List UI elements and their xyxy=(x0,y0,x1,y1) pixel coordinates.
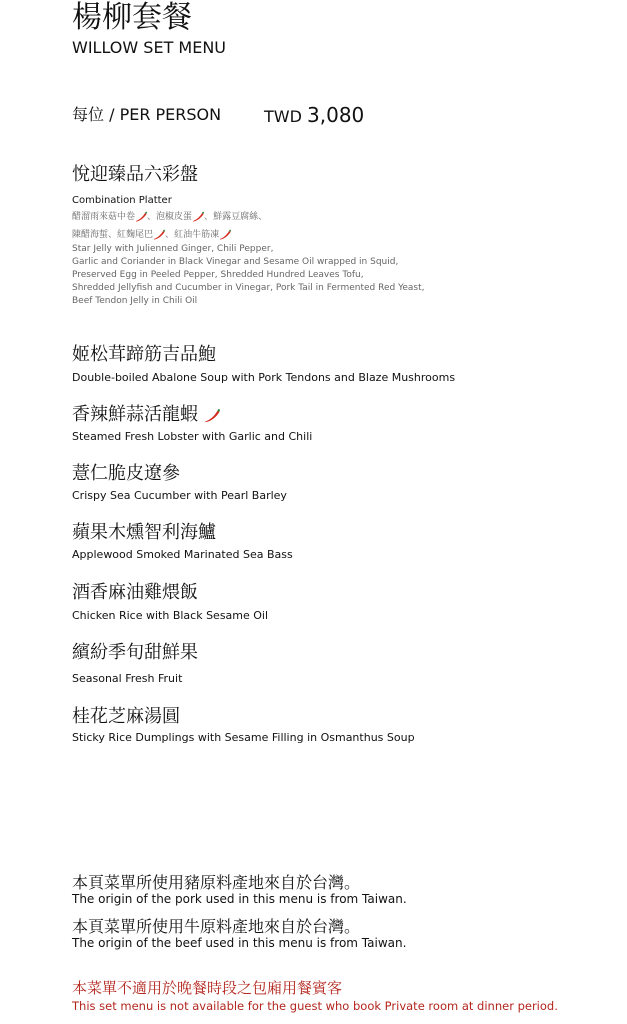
chili-pepper-icon xyxy=(135,211,147,222)
dish-2-name: 香辣鮮蒜活龍蝦 xyxy=(72,404,198,425)
chili-pepper-icon xyxy=(192,211,204,222)
combo-detail-en-2: Garlic and Coriander in Black Vinegar and Sesame Oil wrapped in Squid, xyxy=(72,257,399,267)
combo-detail-en-3: Preserved Egg in Peeled Pepper, Shredded Hundred Leaves Tofu, xyxy=(72,270,364,280)
chili-pepper-icon xyxy=(153,229,165,240)
pork-origin-note-zh: 本頁菜單所使用豬原料產地來自於台灣。 xyxy=(72,873,361,892)
combo-item: 陳醋海蜇 xyxy=(72,230,109,240)
beef-origin-note-zh: 本頁菜單所使用牛原料產地來自於台灣。 xyxy=(72,917,361,936)
dish-4-en: Applewood Smoked Marinated Sea Bass xyxy=(72,548,293,561)
combo-items-zh-line-1 xyxy=(72,209,267,225)
combo-separator: 、 xyxy=(258,212,268,222)
private-room-warning-en: This set menu is not available for the guest who book Private room at dinner period. xyxy=(72,999,558,1013)
combo-detail-en-1: Star Jelly with Julienned Ginger, Chili Pepper, xyxy=(72,244,274,254)
price-amount: 3,080 xyxy=(307,103,365,127)
combo-item: 鮮露豆腐絲 xyxy=(213,212,259,222)
combo-separator: 、 xyxy=(165,230,175,240)
dish-6-zh: 繽紛季旬甜鮮果 xyxy=(72,642,198,663)
chili-pepper-icon xyxy=(219,229,231,240)
menu-title-en: WILLOW SET MENU xyxy=(72,38,227,57)
combo-separator: 、 xyxy=(108,230,118,240)
dish-2-zh xyxy=(72,404,220,426)
dish-7-zh: 桂花芝麻湯圓 xyxy=(72,706,180,727)
combo-item: 紅麴尾巴 xyxy=(117,230,154,240)
dish-6-en: Seasonal Fresh Fruit xyxy=(72,672,183,685)
dish-1-en: Double-boiled Abalone Soup with Pork Tendons and Blaze Mushrooms xyxy=(72,371,456,384)
combo-detail-en-4: Shredded Jellyfish and Cucumber in Vinegar, Pork Tail in Fermented Red Yeast, xyxy=(72,283,425,293)
dish-3-zh: 薏仁脆皮遼參 xyxy=(72,463,180,484)
combo-title-en: Combination Platter xyxy=(72,195,172,206)
dish-5-zh: 酒香麻油雞煨飯 xyxy=(72,582,198,603)
dish-4-zh: 蘋果木燻智利海鱸 xyxy=(72,522,216,543)
dish-3-en: Crispy Sea Cucumber with Pearl Barley xyxy=(72,489,287,502)
dish-7-en: Sticky Rice Dumplings with Sesame Filling in Osmanthus Soup xyxy=(72,731,415,744)
dish-1-zh: 姬松茸蹄筋吉品鮑 xyxy=(72,344,216,365)
combo-items-zh-line-2 xyxy=(72,227,231,243)
pork-origin-note-en: The origin of the pork used in this menu is from Taiwan. xyxy=(72,892,407,906)
combo-item: 泡椒皮蛋 xyxy=(156,212,193,222)
private-room-warning-zh: 本菜單不適用於晚餐時段之包廂用餐賓客 xyxy=(72,979,343,997)
price xyxy=(264,104,364,128)
chili-pepper-icon xyxy=(204,408,220,423)
combo-detail-en-5: Beef Tendon Jelly in Chili Oil xyxy=(72,296,198,306)
price-label: 每位 / PER PERSON xyxy=(72,105,222,124)
combo-separator: 、 xyxy=(204,212,214,222)
menu-title-zh: 楊柳套餐 xyxy=(72,0,192,35)
combo-item: 醋溜雨來菇中卷 xyxy=(72,212,136,222)
dish-2-en: Steamed Fresh Lobster with Garlic and Chili xyxy=(72,430,313,443)
combo-separator: 、 xyxy=(147,212,157,222)
dish-5-en: Chicken Rice with Black Sesame Oil xyxy=(72,609,269,622)
combo-item: 紅油牛筋凍 xyxy=(174,230,220,240)
price-currency: TWD xyxy=(264,107,302,126)
beef-origin-note-en: The origin of the beef used in this menu is from Taiwan. xyxy=(72,936,407,950)
combo-title-zh: 悅迎臻品六彩盤 xyxy=(72,164,198,185)
